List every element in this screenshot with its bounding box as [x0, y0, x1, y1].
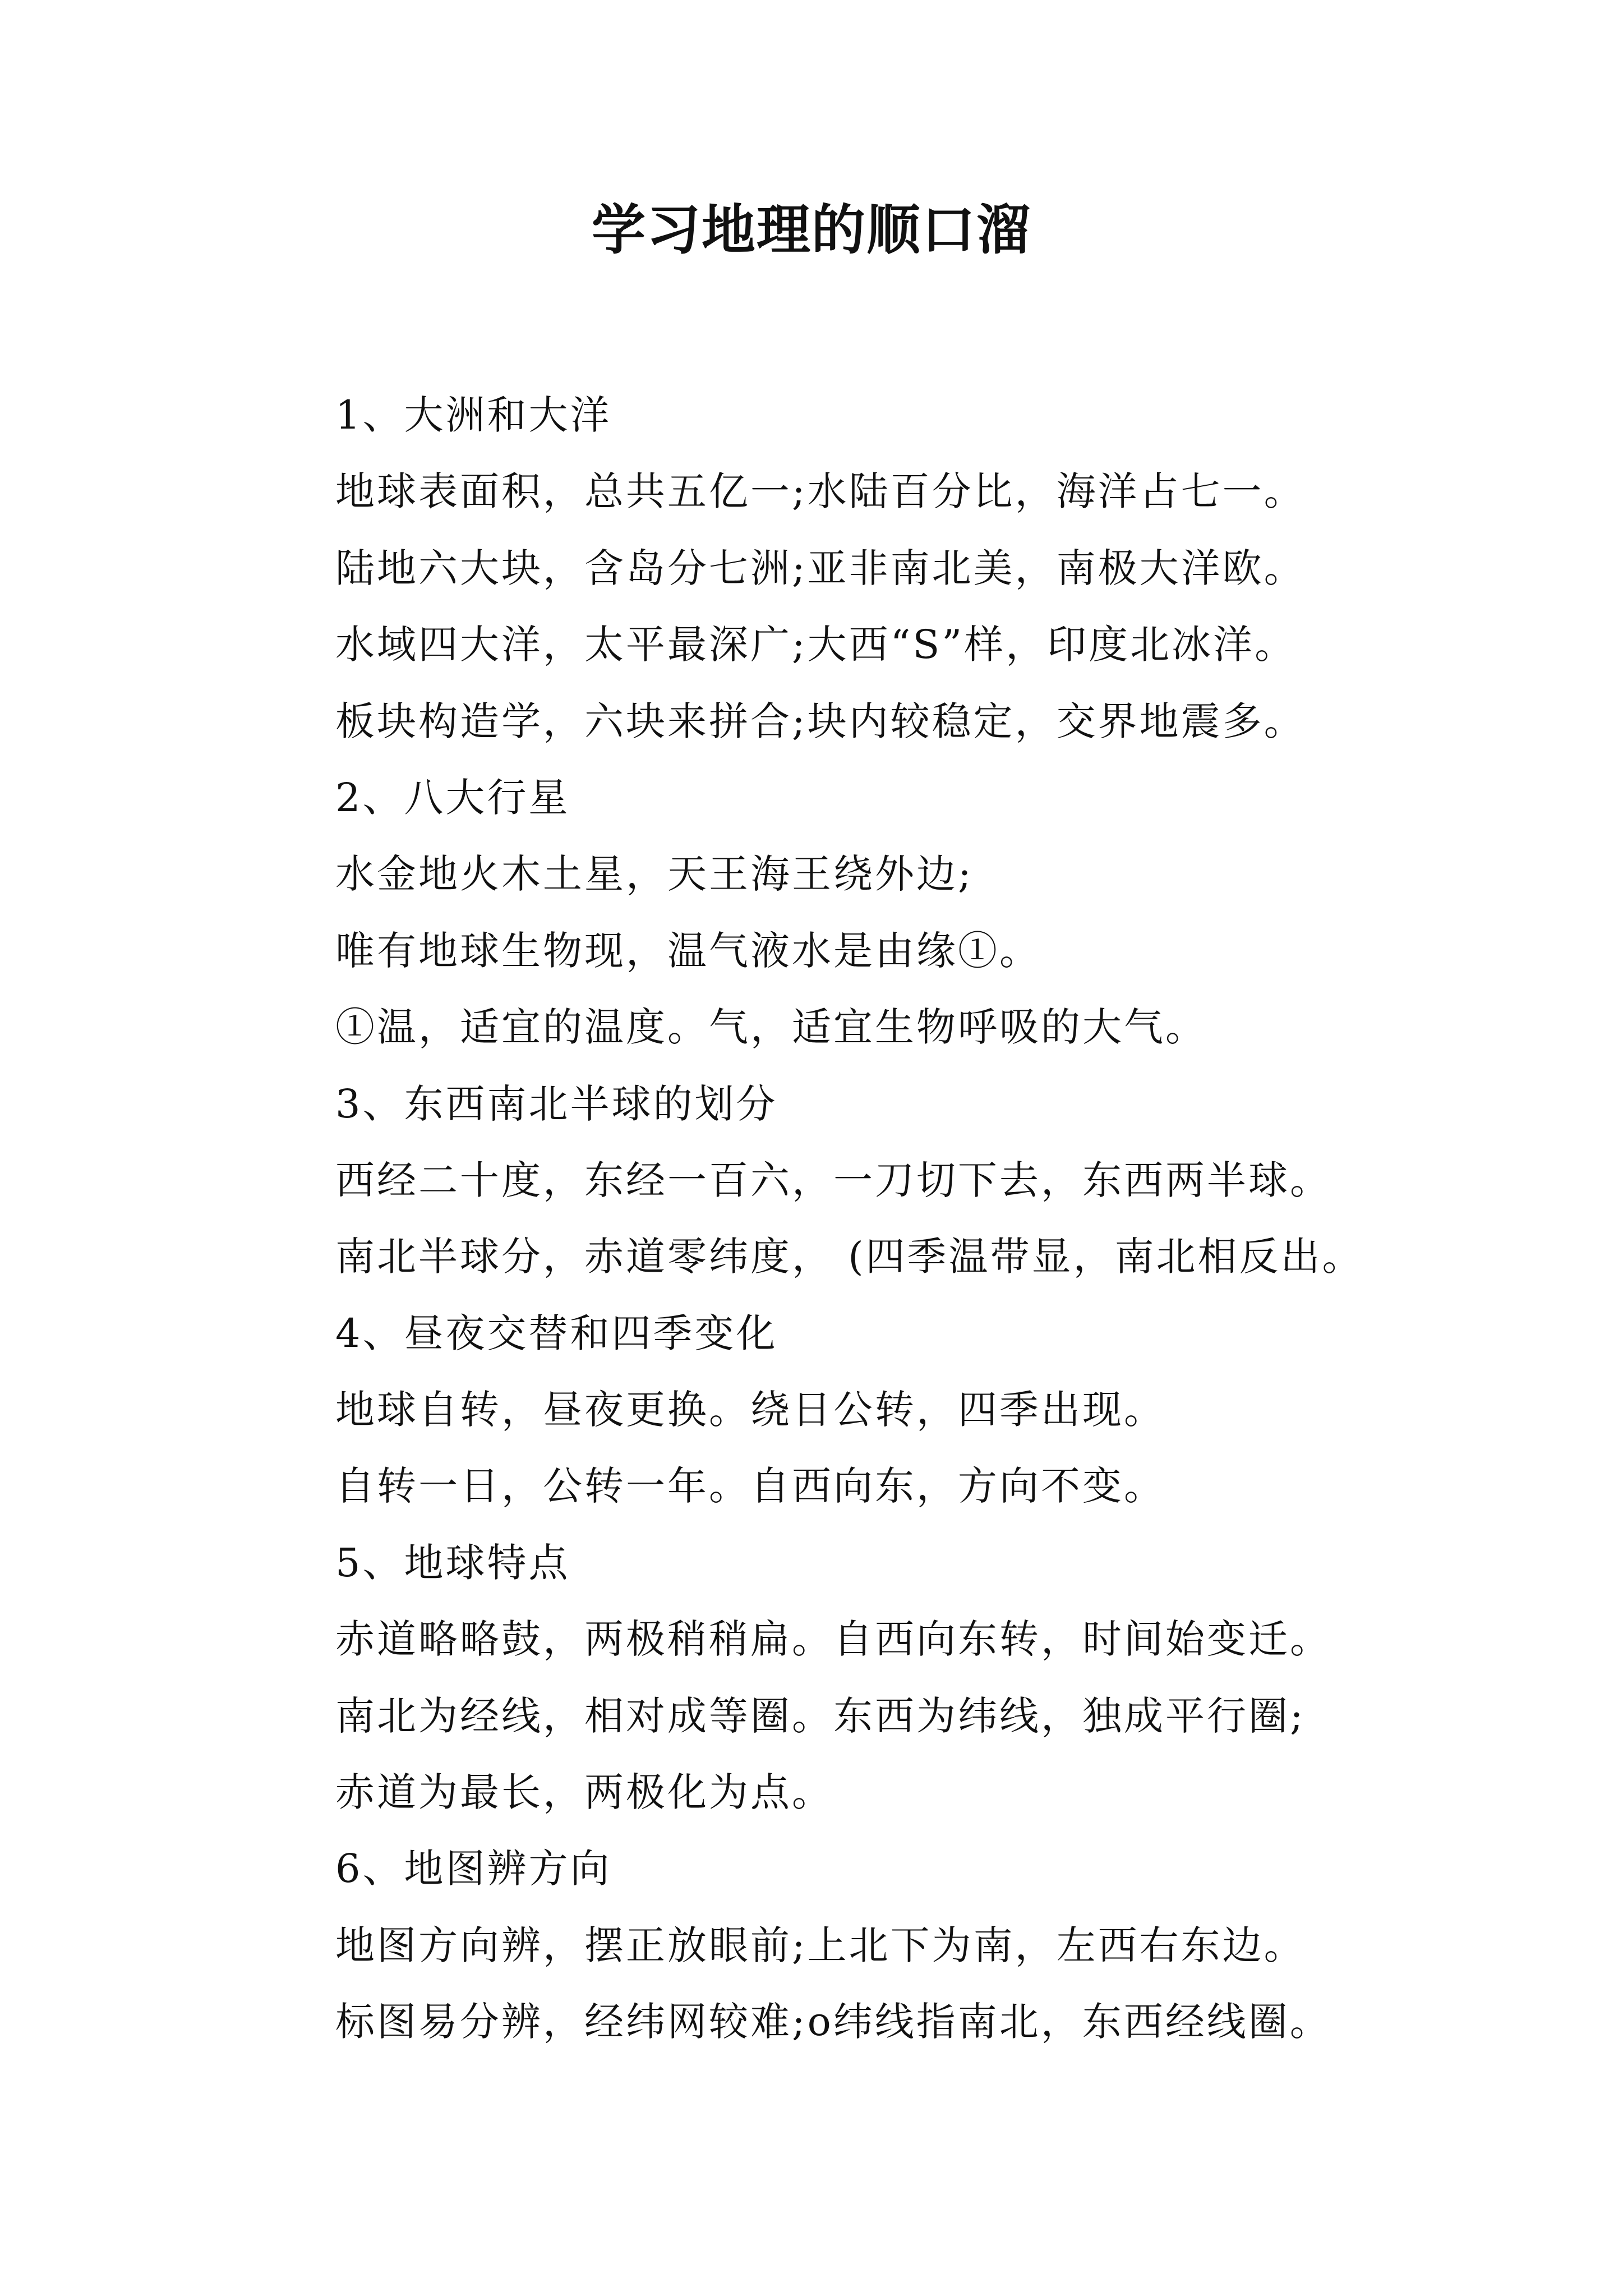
text-line: 6、地图辨方向 [335, 1846, 612, 1892]
rhyme-text [335, 377, 1569, 2060]
text-line: 标图易分辨，经纬网较难;o纬线指南北，东西经线圈。 [335, 1999, 1331, 2045]
text-line: 1、大洲和大洋 [335, 392, 612, 438]
text-line: 地球自转，昼夜更换。绕日公转，四季出现。 [335, 1387, 1165, 1433]
text-line: 赤道略略鼓，两极稍稍扁。自西向东转，时间始变迁。 [335, 1616, 1331, 1663]
text-line: 地球表面积，总共五亿一;水陆百分比，海洋占七一。 [335, 468, 1306, 515]
text-line: 水域四大洋，太平最深广;大西“S”样，印度北冰洋。 [335, 622, 1297, 668]
text-line: 板块构造学，六块来拼合;块内较稳定，交界地震多。 [335, 698, 1306, 744]
text-line: 陆地六大块，含岛分七洲;亚非南北美，南极大洋欧。 [335, 545, 1306, 591]
text-line: 自转一日，公转一年。自西向东，方向不变。 [335, 1463, 1165, 1510]
text-line: 地图方向辨，摆正放眼前;上北下为南，左西右东边。 [335, 1922, 1306, 1968]
text-line: 水金地火木土星，天王海王绕外边; [335, 851, 974, 898]
text-line: 赤道为最长，两极化为点。 [335, 1769, 833, 1816]
text-line: 西经二十度，东经一百六，一刀切下去，东西两半球。 [335, 1157, 1331, 1203]
text-line: 南北半球分，赤道零纬度， (四季温带显，南北相反出。 [335, 1234, 1364, 1280]
text-line: 唯有地球生物现，温气液水是由缘①。 [335, 927, 1041, 974]
text-line: 3、东西南北半球的划分 [335, 1080, 778, 1127]
text-line: ①温，适宜的温度。气，适宜生物呼吸的大气。 [335, 1004, 1207, 1051]
page-title: 学习地理的顺口溜 [592, 199, 1031, 261]
text-line: 2、八大行星 [335, 774, 570, 821]
text-line: 南北为经线，相对成等圈。东西为纬线，独成平行圈; [335, 1692, 1306, 1739]
text-line: 5、地球特点 [335, 1539, 570, 1586]
text-line: 4、昼夜交替和四季变化 [335, 1310, 778, 1356]
